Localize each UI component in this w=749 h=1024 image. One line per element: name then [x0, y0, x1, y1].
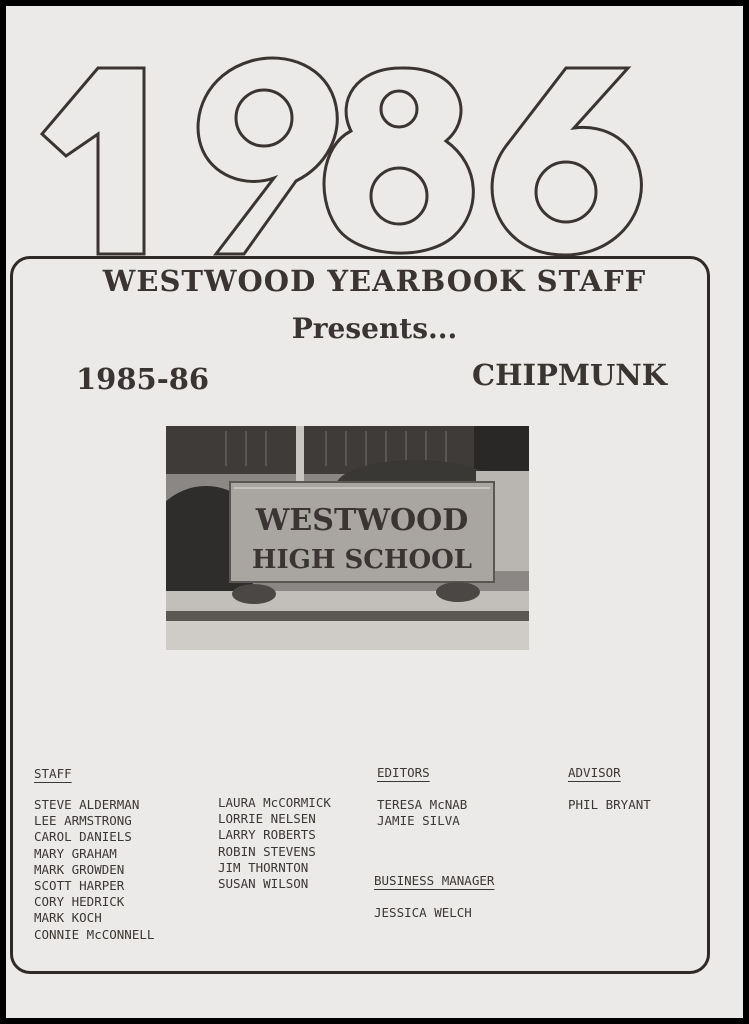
staff-list-2 — [218, 795, 331, 892]
list-item: PHIL BRYANT — [568, 797, 651, 812]
advisor-heading: ADVISOR — [568, 765, 621, 780]
list-item: MARK GROWDEN — [34, 861, 125, 877]
list-item: SUSAN WILSON — [218, 876, 309, 892]
list-item: MARY GRAHAM — [34, 845, 117, 861]
list-item: SCOTT HARPER — [34, 878, 125, 894]
sign-line-1: WESTWOOD — [255, 503, 469, 538]
list-item: ROBIN STEVENS — [218, 843, 316, 859]
list-item: CORY HEDRICK — [34, 894, 125, 910]
staff-heading: STAFF — [34, 766, 72, 781]
staff-list-1 — [34, 797, 154, 943]
list-item: CAROL DANIELS — [34, 829, 132, 845]
list-item: LAURA McCORMICK — [218, 795, 331, 810]
business-list — [374, 905, 472, 921]
school-sign-photo — [166, 426, 529, 650]
school-year: 1985-86 — [76, 362, 210, 396]
big-year-1986 — [6, 6, 743, 266]
list-item: MARK KOCH — [34, 910, 102, 926]
list-item: JESSICA WELCH — [374, 905, 472, 920]
presents-text: Presents... — [291, 312, 458, 345]
list-item: LEE ARMSTRONG — [34, 813, 132, 829]
book-name: CHIPMUNK — [472, 358, 667, 392]
list-item: JAMIE SILVA — [377, 813, 460, 829]
editors-list — [377, 797, 467, 829]
list-item: LORRIE NELSEN — [218, 811, 316, 827]
advisor-list — [568, 797, 651, 813]
list-item: TERESA McNAB — [377, 797, 468, 812]
list-item: LARRY ROBERTS — [218, 827, 316, 843]
business-heading: BUSINESS MANAGER — [374, 873, 495, 888]
list-item: JIM THORNTON — [218, 859, 309, 875]
yearbook-page — [6, 6, 743, 1018]
list-item: STEVE ALDERMAN — [34, 797, 140, 812]
page-title: WESTWOOD YEARBOOK STAFF — [102, 264, 647, 298]
editors-heading: EDITORS — [377, 765, 430, 780]
list-item: CONNIE McCONNELL — [34, 926, 155, 942]
sign-line-2: HIGH SCHOOL — [251, 545, 473, 575]
